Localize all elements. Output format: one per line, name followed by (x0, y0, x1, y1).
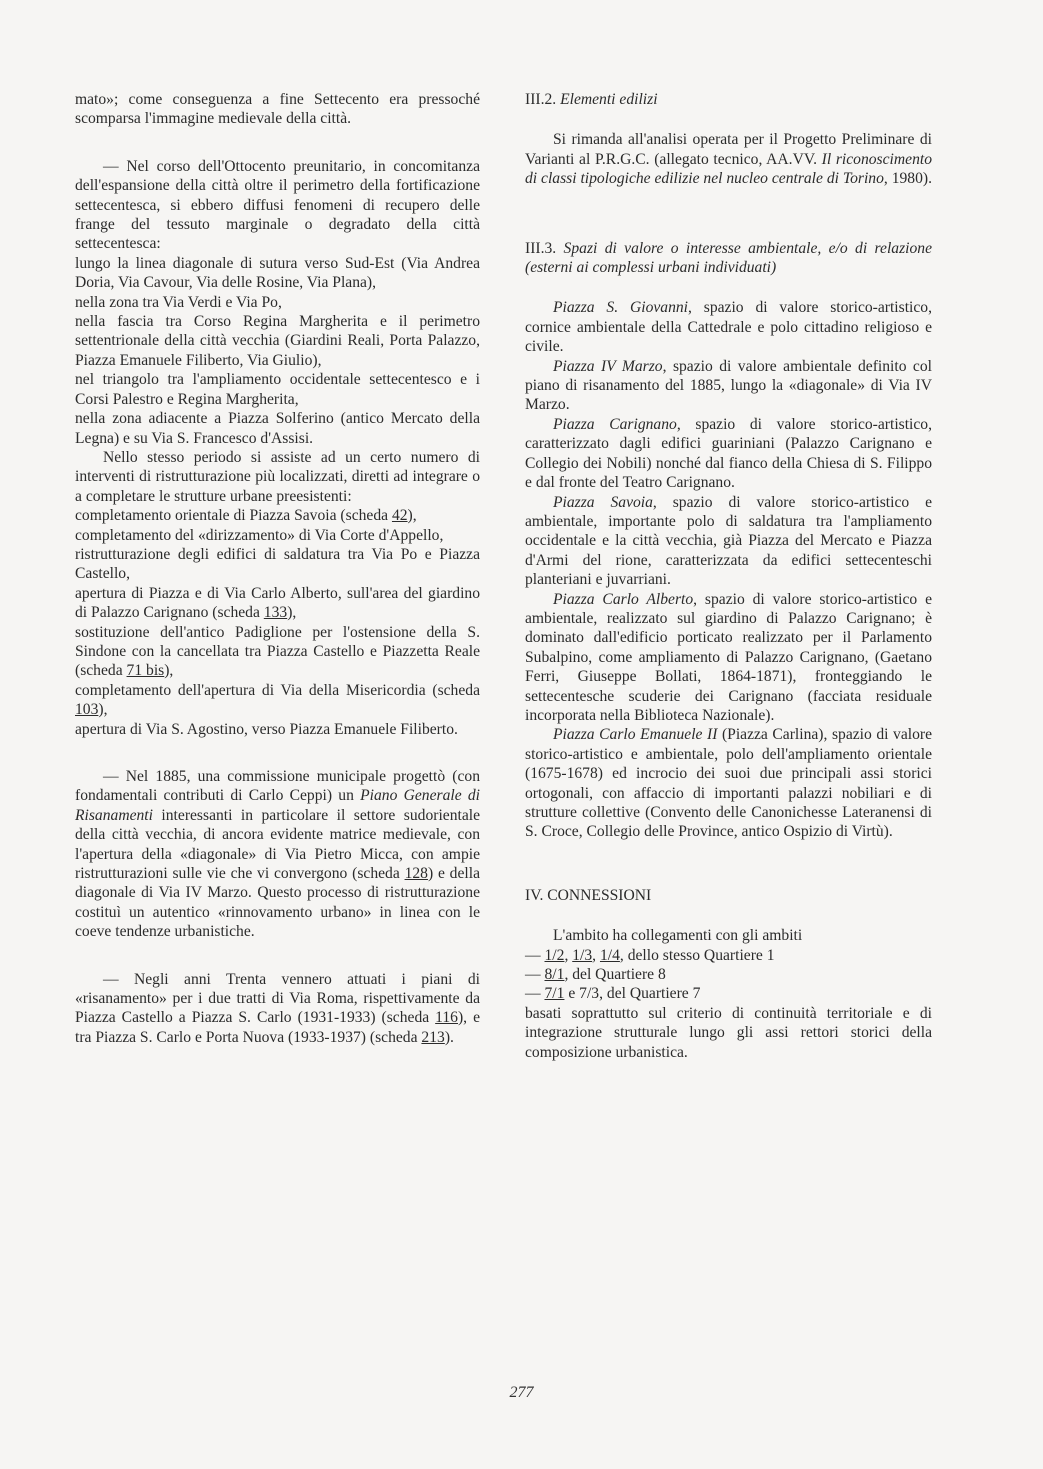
scheda-ref: 133 (263, 604, 288, 622)
list-item: — 8/1, del Quartiere 8 (525, 966, 666, 984)
paragraph-interventi: Nello stesso periodo si assiste ad un certo numero di interventi di ristrutturazione più localizzati, diretti ad integrare o a completare le strutture urbane preesistenti: (75, 448, 480, 505)
paragraph-elementi: Si rimanda all'analisi operata per il Progetto Preliminare di Varianti al P.R.G.C. (allegato tecnico, AA.VV. Il riconoscimento di classi tipologiche edilizie nel nucleo centrale di Torino, 1980). (525, 131, 932, 188)
list-item: Piazza Savoia, spazio di valore storico-artistico e ambientale, importante polo di saldatura tra l'ampliamento occidentale e la città vecchia, già Piazza del Mercato e Piazza d'Armi del rione, caratterizzata da edifici settecenteschi planteriani e juvarriani. (525, 493, 932, 589)
section-heading-connessioni: IV. CONNESSIONI (525, 886, 652, 904)
list-item: nella fascia tra Corso Regina Margherita e il perimetro settentrionale della città vecchia (Giardini Reali, Porta Palazzo, Piazza Emanuele Filiberto, Via Giulio), (75, 313, 480, 369)
scheda-ref: 71 bis (126, 662, 165, 680)
list-item: nella zona tra Via Verdi e Via Po, (75, 293, 282, 311)
paragraph-intro: mato»; come conseguenza a fine Settecento era pressoché scomparsa l'immagine medievale della città. (75, 91, 480, 128)
scheda-ref: 116 (435, 1009, 458, 1027)
list-item: Piazza Carignano, spazio di valore storico-artistico, caratterizzato dagli edifici guariniani (Palazzo Carignano e Collegio dei Nobili) nonché dal fianco della Chiesa di S. Filippo e dal fronte del Teatro Carignano. (525, 415, 932, 492)
scheda-ref: 213 (421, 1028, 445, 1046)
left-column (75, 90, 480, 1047)
ambito-ref: 1/3 (572, 946, 593, 964)
list-item: completamento dell'apertura di Via della Misericordia (scheda 103), (75, 681, 480, 719)
list-item: — 7/1 e 7/3, del Quartiere 7 (525, 985, 701, 1003)
paragraph-ottocento: — Nel corso dell'Ottocento preunitario, in concomitanza dell'espansione della città oltre il perimetro della fortificazione settecentesca, si ebbero diffusi fenomeni di recupero delle frange del tessuto marginale o degradato della città settecentesca: (75, 157, 480, 253)
list-item: apertura di Via S. Agostino, verso Piazza Emanuele Filiberto. (75, 720, 458, 738)
scheda-ref: 103 (75, 701, 99, 719)
list-item: Piazza Carlo Alberto, spazio di valore storico-artistico e ambientale, realizzato sul giardino di Palazzo Carignano; è dominato dall'edificio porticato realizzato per il Parlamento Subalpino, come ampliamento di Palazzo Carignano, (Gaetano Ferri, Giuseppe Bollati, 1864-1871), fronteggiando le settecentesche scuderie dei Carignano (facciata residuale incorporata nella Biblioteca Nazionale). (525, 590, 932, 724)
scheda-ref: 42 (391, 507, 408, 525)
ambito-ref: 1/2 (544, 946, 565, 964)
list-item: ristrutturazione degli edifici di saldatura tra Via Po e Piazza Castello, (75, 545, 480, 583)
list-item: — 1/2, 1/3, 1/4, dello stesso Quartiere 1 (525, 946, 775, 964)
section-heading-elementi: III.2. Elementi edilizi (525, 91, 658, 108)
list-item: nella zona adiacente a Piazza Solferino (antico Mercato della Legna) e su Via S. Francesco d'Assisi. (75, 410, 480, 447)
ambito-ref: 8/1 (544, 966, 565, 984)
page-number: 277 (509, 1384, 534, 1401)
list-item: lungo la linea diagonale di sutura verso Sud-Est (Via Andrea Doria, Via Cavour, Via delle Rosine, Via Plana), (75, 254, 480, 292)
paragraph-connessioni: L'ambito ha collegamenti con gli ambiti (553, 927, 803, 945)
ambito-ref: 1/4 (599, 946, 620, 964)
ambito-ref: 7/1 (544, 985, 565, 1003)
paragraph-1885: — Nel 1885, una commissione municipale progettò (con fondamentali contributi di Carlo Ceppi) un Piano Generale di Risanamenti interessanti in particolare il settore sudorientale della città vecchia, di ancora evidente matrice medievale, con l'apertura della «diagonale» di Via Pietro Micca, con ampie ristrutturazioni sulle vie che vi convergono (scheda 128) e della diagonale di Via IV Marzo. Questo processo di ristrutturazione costituì un autentico «rinnovamento urbano» in linea con le coeve tendenze urbanistiche. (75, 768, 480, 941)
list-item: apertura di Piazza e di Via Carlo Alberto, sull'area del giardino di Palazzo Carignano (scheda 133), (75, 584, 480, 622)
list-item: Piazza Carlo Emanuele II (Piazza Carlina), spazio di valore storico-artistico e ambientale, polo dell'ampliamento orientale (1675-1678) ed incrocio dei suoi due principali assi storici ortogonali, con affaccio di importanti palazzi nobiliari e di strutture collettive (Convento delle Canonichesse Lateranensi di S. Croce, Collegio delle Province, antico Ospizio di Virtù). (525, 726, 932, 841)
right-column (525, 90, 932, 1062)
list-item: completamento orientale di Piazza Savoia (scheda 42), (75, 507, 417, 525)
paragraph-conclusione: basati soprattutto sul criterio di continuità territoriale e di integrazione strutturale lungo gli assi rettori storici della composizione urbanistica. (525, 1004, 932, 1061)
list-item: completamento del «dirizzamento» di Via Corte d'Appello, (75, 526, 444, 544)
list-item: Piazza IV Marzo, spazio di valore ambientale definito col piano di risanamento del 1885, lungo la «diagonale» di Via IV Marzo. (525, 357, 932, 414)
list-item: Piazza S. Giovanni, spazio di valore storico-artistico, cornice ambientale della Cattedrale e polo cittadino religioso e civile. (525, 299, 932, 356)
paragraph-anni-trenta: — Negli anni Trenta vennero attuati i piani di «risanamento» per i due tratti di Via Roma, rispettivamente da Piazza Castello a Piazza S. Carlo (1931-1933) (scheda 116), e tra Piazza S. Carlo e Porta Nuova (1933-1937) (scheda 213). (75, 970, 480, 1046)
section-heading-spazi: III.3. Spazi di valore o interesse ambientale, e/o di relazione (esterni ai complessi urbani individuati) (525, 239, 932, 277)
list-item: sostituzione dell'antico Padiglione per l'ostensione della S. Sindone con la cancellata tra Piazza Castello e Piazzetta Reale (scheda 71 bis), (75, 623, 480, 680)
scheda-ref: 128 (404, 865, 428, 883)
list-item: nel triangolo tra l'ampliamento occidentale settecentesco e i Corsi Palestro e Regina Margherita, (75, 371, 480, 408)
